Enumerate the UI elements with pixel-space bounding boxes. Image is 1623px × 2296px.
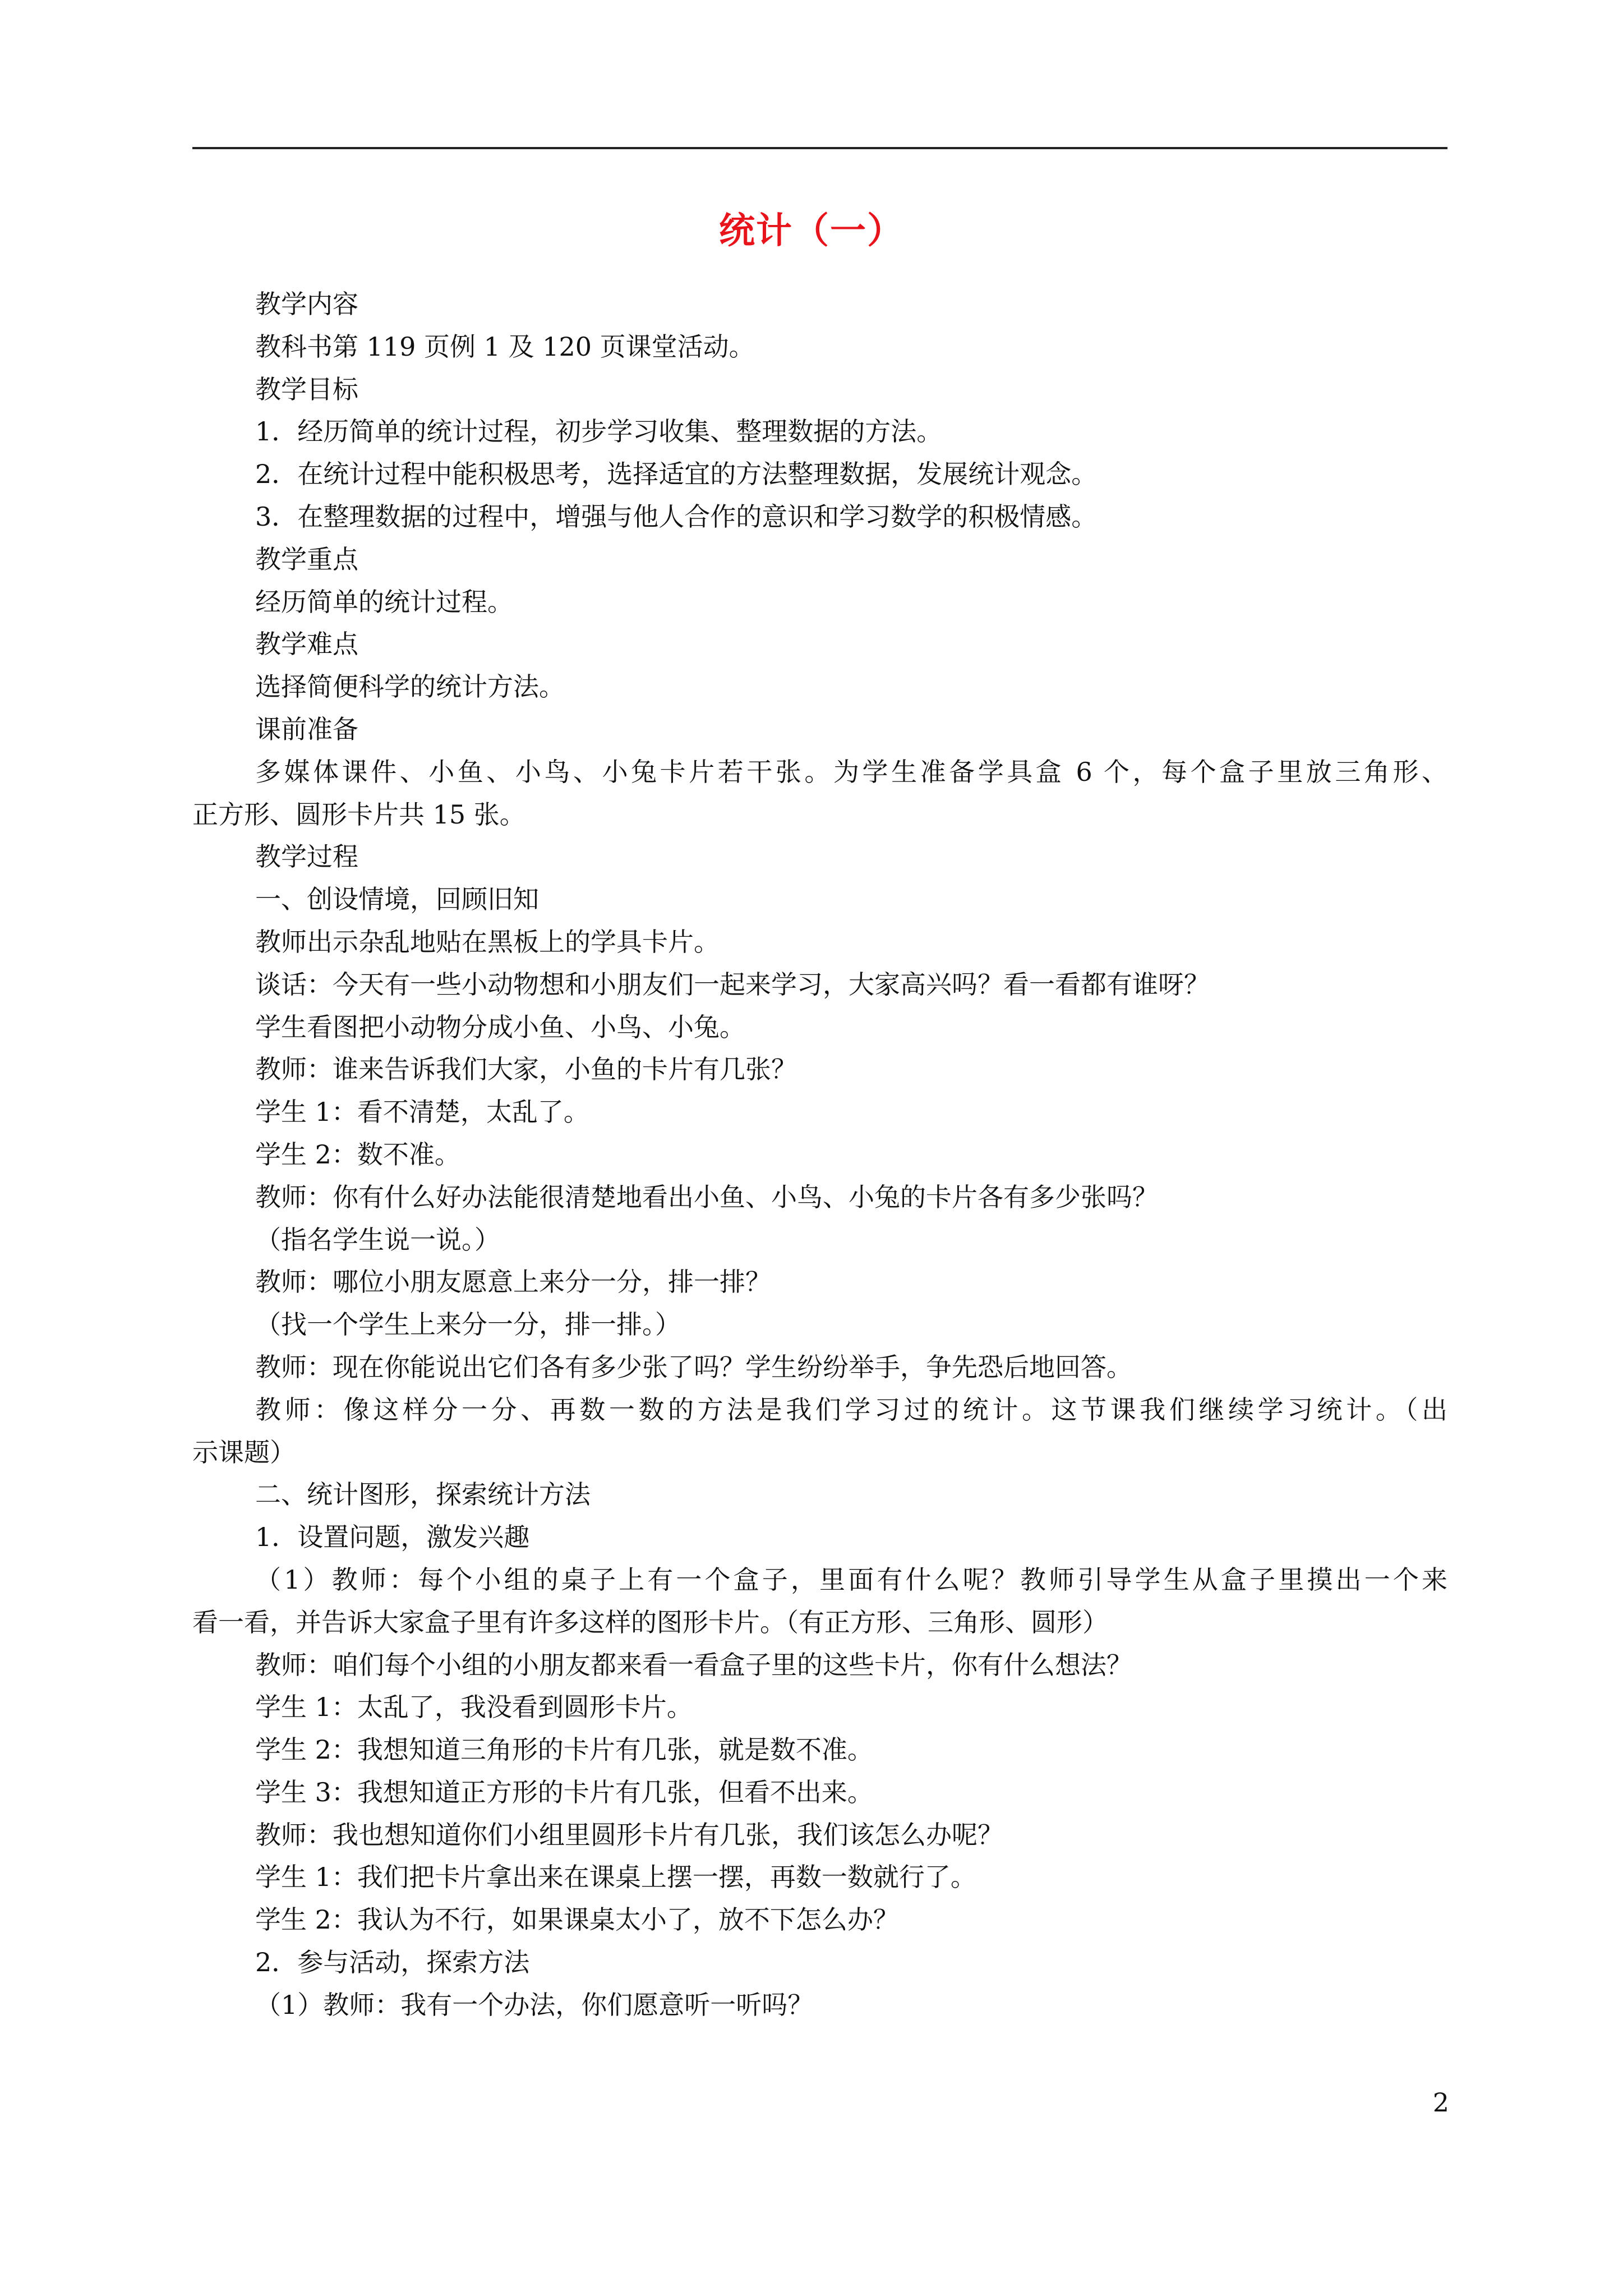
header-rule [192,147,1447,149]
text-line: （1）教师：每个小组的桌子上有一个盒子，里面有什么呢？教师引导学生从盒子里摸出一个来 [255,1564,1447,1595]
text-line: 学生 2：我想知道三角形的卡片有几张，就是数不准。 [255,1734,873,1765]
text-line: 经历简单的统计过程。 [255,586,513,617]
text-line: 学生看图把小动物分成小鱼、小鸟、小兔。 [255,1011,745,1042]
text-line: 教师出示杂乱地贴在黑板上的学具卡片。 [255,926,720,957]
text-line: 课前准备 [255,714,358,744]
text-line: 教科书第 119 页例 1 及 120 页课堂活动。 [255,331,755,362]
text-line: 教学内容 [255,289,358,319]
text-line: 教学目标 [255,374,358,404]
text-line: 教师：谁来告诉我们大家，小鱼的卡片有几张？ [255,1054,797,1085]
text-line: 教学过程 [255,841,358,872]
text-line: 学生 2：我认为不行，如果课桌太小了，放不下怎么办？ [255,1904,899,1935]
text-line: 2．参与活动，探索方法 [255,1947,530,1978]
text-line: （找一个学生上来分一分，排一排。） [255,1309,681,1340]
page-number: 2 [1432,2087,1449,2118]
text-line: 二、统计图形，探索统计方法 [255,1479,591,1510]
text-line: 正方形、圆形卡片共 15 张。 [192,799,525,830]
text-line: 选择简便科学的统计方法。 [255,671,565,702]
text-line: 教学难点 [255,629,358,660]
text-line: 1．经历简单的统计过程，初步学习收集、整理数据的方法。 [255,416,943,447]
text-line: 看一看，并告诉大家盒子里有许多这样的图形卡片。（有正方形、三角形、圆形） [192,1607,1108,1637]
text-line: 教学重点 [255,544,358,574]
text-line: （1）教师：我有一个办法，你们愿意听一听吗？ [255,1989,814,2020]
text-line: 谈话：今天有一些小动物想和小朋友们一起来学习，大家高兴吗？看一看都有谁呀？ [255,969,1210,1000]
text-line: 3．在整理数据的过程中，增强与他人合作的意识和学习数学的积极情感。 [255,501,1098,532]
text-line: 一、创设情境，回顾旧知 [255,884,539,915]
text-line: 学生 1：太乱了，我没看到圆形卡片。 [255,1692,693,1723]
text-line: 示课题） [192,1437,296,1467]
text-line: 教师：你有什么好办法能很清楚地看出小鱼、小鸟、小兔的卡片各有多少张吗？ [255,1181,1158,1212]
text-line: 学生 1：看不清楚，太乱了。 [255,1097,589,1128]
text-line: 1．设置问题，激发兴趣 [255,1522,530,1553]
text-line: 教师：现在你能说出它们各有多少张了吗？学生纷纷举手，争先恐后地回答。 [255,1351,1132,1382]
text-line: 教师：咱们每个小组的小朋友都来看一看盒子里的这些卡片，你有什么想法？ [255,1649,1132,1680]
document-body [192,283,1447,2027]
text-line: 教师：我也想知道你们小组里圆形卡片有几张，我们该怎么办呢？ [255,1819,1003,1850]
document-title: 统计（一） [719,210,904,252]
text-line: （指名学生说一说。） [255,1224,500,1255]
text-line: 学生 3：我想知道正方形的卡片有几张，但看不出来。 [255,1777,873,1807]
text-line: 学生 1：我们把卡片拿出来在课桌上摆一摆，再数一数就行了。 [255,1862,976,1893]
text-line: 教师：哪位小朋友愿意上来分一分，排一排？ [255,1267,771,1297]
text-line: 多媒体课件、小鱼、小鸟、小兔卡片若干张。为学生准备学具盒 6 个，每个盒子里放三角形、 [255,756,1447,787]
text-line: 学生 2：数不准。 [255,1139,460,1170]
text-line: 教师：像这样分一分、再数一数的方法是我们学习过的统计。这节课我们继续学习统计。（出 [255,1394,1447,1425]
text-line: 2．在统计过程中能积极思考，选择适宜的方法整理数据，发展统计观念。 [255,459,1098,490]
